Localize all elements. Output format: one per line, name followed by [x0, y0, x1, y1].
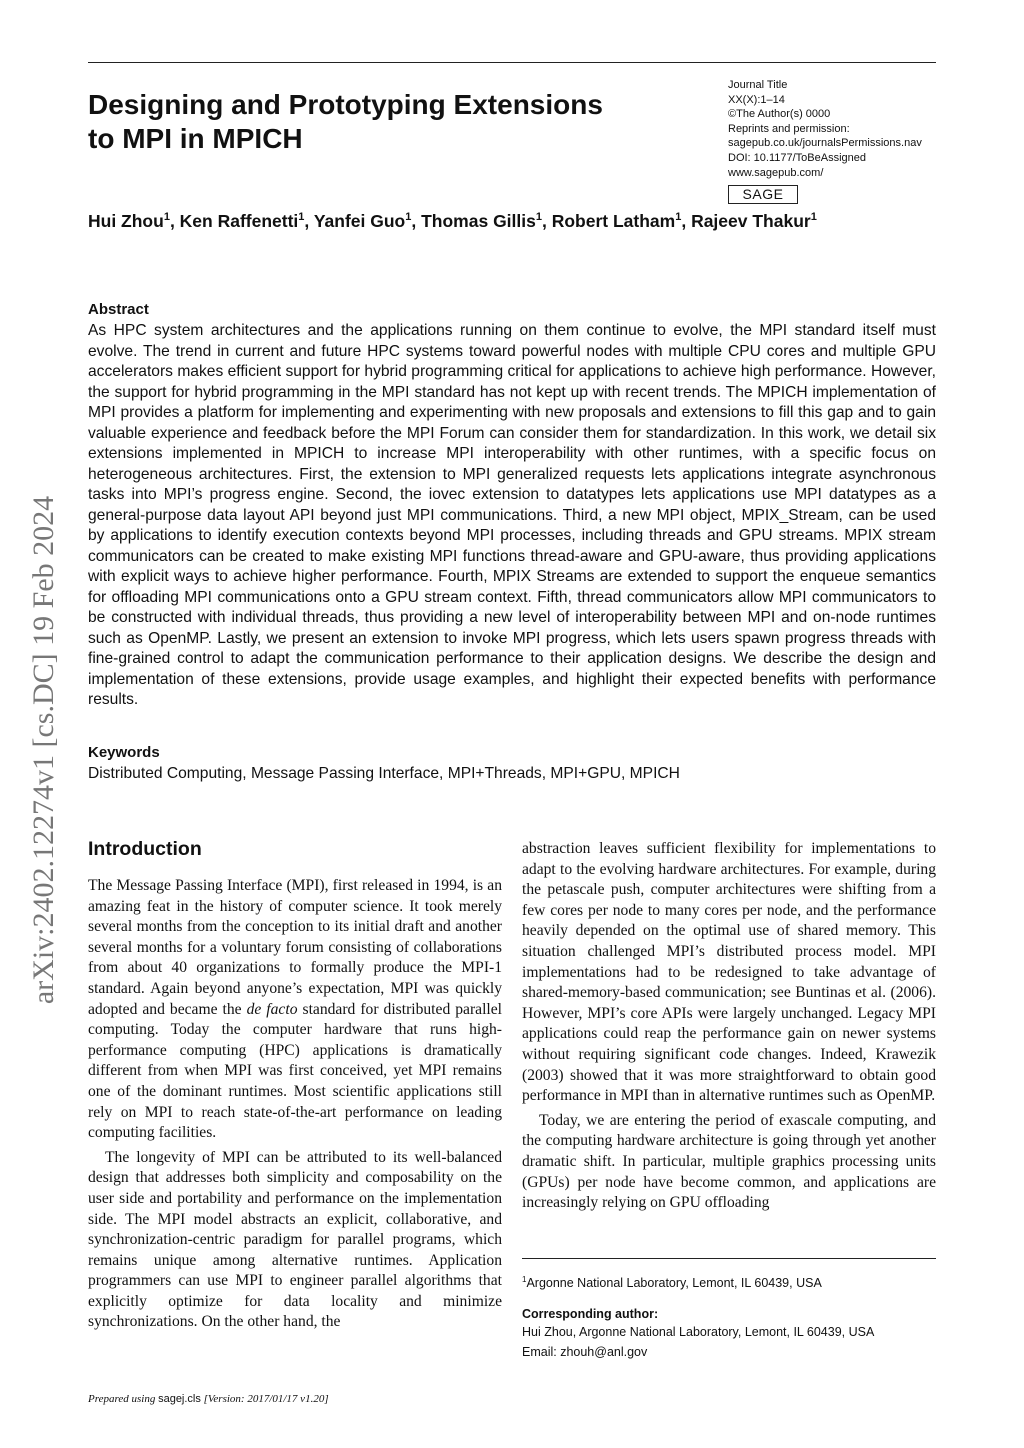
corresponding-author-name: Hui Zhou, Argonne National Laboratory, Lemont, IL 60439, USA [522, 1325, 875, 1339]
author: Yanfei Guo$^1$ [313, 211, 412, 231]
author-list: Hui Zhou$^1$, Ken Raffenetti$^1$, Yanfei Guo$^1$, Thomas Gillis$^1$, Robert Latham$^1$, Rajeev Thakur$^1$ [88, 211, 817, 231]
paper-title [88, 88, 688, 156]
arxiv-stamp: arXiv:2402.12274v1 [cs.DC] 19 Feb 2024 [27, 495, 60, 1005]
header-rule [88, 62, 936, 63]
emphasis: de facto [246, 1000, 298, 1018]
copyright: ©The Author(s) 0000 [728, 108, 831, 121]
reprints-label: Reprints and permission: [728, 122, 850, 135]
left-column [88, 876, 502, 1337]
publisher-url[interactable]: www.sagepub.com/ [728, 166, 824, 179]
doi[interactable]: DOI: 10.1177/ToBeAssigned [728, 151, 866, 164]
abstract-heading: Abstract [88, 301, 149, 318]
sage-logo: SAGE [728, 185, 798, 204]
intro-paragraph-3: abstraction leaves sufficient flexibility for implementations to adapt to the evolving hardware architectures. For example, during the petascale push, computer architectures were shifting from a few cores per node to many cores per node, and the performance heavily depended on the optimal use of shared memory. This situation challenged MPI’s distributed process model. MPI implementations had to be redesigned to take advantage of shared-memory-based communication; see Buntinas et al. (2006). However, MPI’s core APIs were largely unchanged. Legacy MPI applications could reap the performance gain on newer systems without requiring significant code changes. Indeed, Krawezik (2003) showed that it was more straightforward to obtain good performance in MPI than in alternative runtimes such as OpenMP. [522, 840, 936, 1105]
journal-title: Journal Title [728, 79, 788, 91]
corresponding-author-heading: Corresponding author: [522, 1307, 659, 1321]
intro-paragraph-1: The Message Passing Interface (MPI), first released in 1994, is an amazing feat in the history of computer science. It took merely several months from the conception to its initial draft and another several months for a voluntary forum consisting of collaborations from about 40 organizations to formally produce the MPI-1 standard. Again beyond anyone’s expectation, MPI was quickly adopted and became the de facto standard for distributed parallel computing. Today the computer hardware that runs high-performance computing (HPC) applications is dramatically different from when MPI was first conceived, yet MPI remains one of the dominant runtimes. Most scientific applications still rely on MPI to reach state-of-the-art performance on leading computing facilities. [88, 877, 502, 1142]
affiliation-footnote: $^1$Argonne National Laboratory, Lemont, IL 60439, USA [522, 1275, 822, 1291]
keywords-text: Distributed Computing, Message Passing Interface, MPI+Threads, MPI+GPU, MPICH [88, 765, 680, 782]
author: Robert Latham$^1$ [551, 211, 682, 231]
abstract-text: As HPC system architectures and the applications running on them continue to evolve, the MPI standard itself must evolve. The trend in current and future HPC systems toward powerful nodes with multiple CPU cores and multiple GPU accelerators makes efficient support for hybrid programming critical for applications to achieve high performance. However, the support for hybrid programming in the MPI standard has not kept up with recent trends. The MPICH implementation of MPI provides a platform for implementing and experimenting with new proposals and extensions to fill this gap and to gain valuable experience and feedback before the MPI Forum can consider them for standardization. In this work, we detail six extensions implemented in MPICH to increase MPI interoperability with other runtimes, with a specific focus on heterogeneous architectures. First, the extension to MPI generalized requests lets applications integrate asynchronous tasks into MPI’s progress engine. Second, the iovec extension to datatypes lets applications use MPI datatypes as a general-purpose data layout API beyond just MPI communications. Third, a new MPI object, MPIX_Stream, can be used by applications to identify execution contexts beyond MPI processes, including threads and GPU streams. MPIX stream communicators can be created to make existing MPI functions thread-aware and GPU-aware, thus providing applications with explicit ways to achieve higher performance. Fourth, MPIX Streams are extended to support the enqueue semantics for offloading MPI communications onto a GPU stream context. Fifth, thread communicators allow MPI communicators to be constructed with individual threads, thus providing a new level of interoperability between MPI and on-node runtimes such as OpenMP. Lastly, we present an extension to invoke MPI progress, which lets users spawn progress threads with fine-grained control to adapt the communication performance to their application designs. We describe the design and implementation of these extensions, provide usage examples, and highlight their expected benefits with performance results. [88, 322, 936, 708]
right-column [522, 839, 936, 1218]
footnote-rule [522, 1258, 936, 1259]
author: Rajeev Thakur$^1$ [691, 211, 817, 231]
permissions-url[interactable]: sagepub.co.uk/journalsPermissions.nav [728, 137, 922, 150]
introduction-heading: Introduction [88, 838, 202, 860]
author: Hui Zhou$^1$ [88, 211, 170, 231]
intro-paragraph-4: Today, we are entering the period of exascale computing, and the computing hardware architecture is going through yet another dramatic shift. In particular, multiple graphics processing units (GPUs) per node have become common, and applications are increasingly relying on GPU offloading [522, 1111, 936, 1212]
title-line-2: to MPI in MPICH [88, 123, 303, 154]
prepared-using-footer: Prepared using sagej.cls [Version: 2017/01/17 v1.20] [88, 1393, 329, 1405]
intro-paragraph-2: The longevity of MPI can be attributed to its well-balanced design that addresses both simplicity and composability on the user side and portability and performance on the implementation side. The MPI model abstracts an explicit, collaborative, and synchronization-centric paradigm for parallel programs, which remains unique among alternative runtimes. Application programmers can use MPI to engineer parallel algorithms that explicitly optimize for data locality and minimize synchronizations. On the other hand, the [88, 1148, 502, 1331]
author: Ken Raffenetti$^1$ [179, 211, 305, 231]
keywords-heading: Keywords [88, 744, 160, 761]
journal-volume: XX(X):1–14 [728, 93, 785, 106]
corresponding-author-email[interactable]: Email: zhouh@anl.gov [522, 1345, 648, 1359]
author: Thomas Gillis$^1$ [421, 211, 542, 231]
journal-info [728, 78, 948, 180]
title-line-1: Designing and Prototyping Extensions [88, 89, 603, 120]
